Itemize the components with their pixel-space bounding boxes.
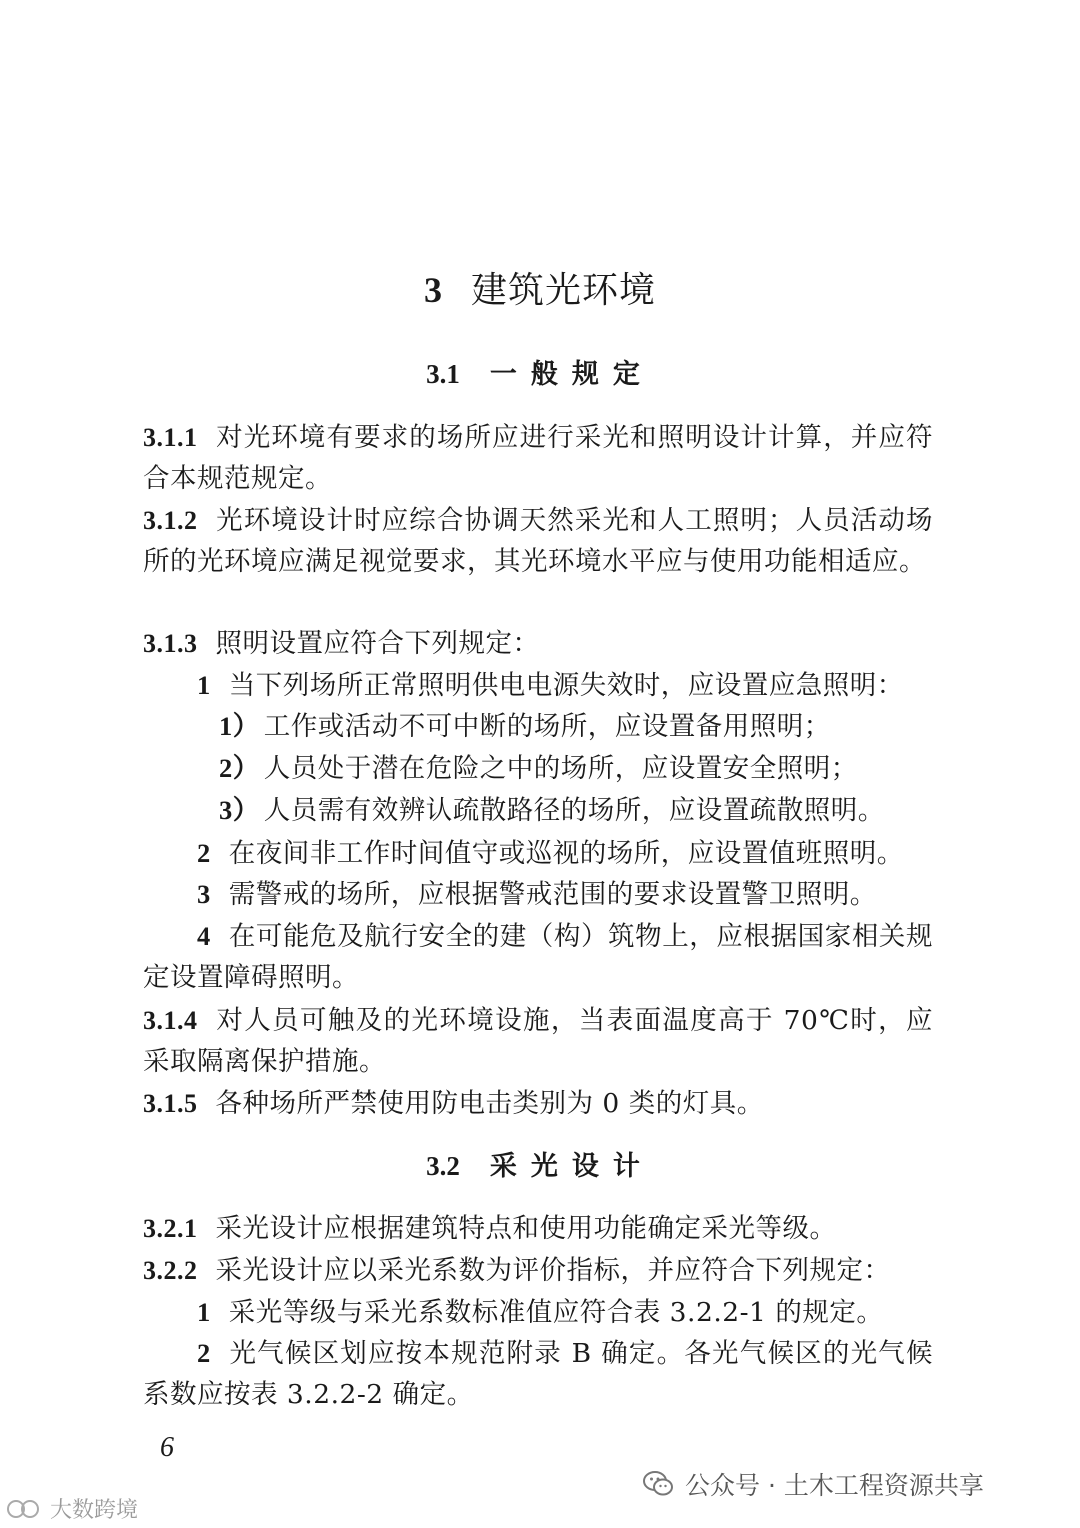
subitem-number: 1） xyxy=(219,711,260,741)
list-subitem xyxy=(219,790,885,831)
clause-number: 3.1.3 xyxy=(143,629,198,658)
section-number: 3.1 xyxy=(426,359,460,389)
clause-number: 3.1.1 xyxy=(143,423,198,452)
list-subitem xyxy=(219,706,831,747)
subitem-text: 人员需有效辨认疏散路径的场所，应设置疏散照明。 xyxy=(263,795,885,826)
item-text: 在可能危及航行安全的建（构）筑物上，应根据国家相关规定设置障碍照明。 xyxy=(143,921,933,993)
clause-3-2-2 xyxy=(143,1250,933,1291)
wechat-icon xyxy=(643,1471,673,1497)
item-number: 2 xyxy=(197,1338,211,1368)
watermark-brand xyxy=(6,1493,138,1524)
chapter-number: 3 xyxy=(423,270,443,310)
list-item xyxy=(197,833,904,874)
clause-number: 3.1.5 xyxy=(143,1089,198,1118)
clause-text: 光环境设计时应综合协调天然采光和人工照明；人员活动场所的光环境应满足视觉要求，其光环境水平应与使用功能相适应。 xyxy=(143,505,933,577)
clause-text: 照明设置应符合下列规定： xyxy=(215,628,540,659)
item-number: 2 xyxy=(197,838,211,868)
item-number: 1 xyxy=(197,670,211,700)
clause-text: 对光环境有要求的场所应进行采光和照明设计计算，并应符合本规范规定。 xyxy=(143,422,933,494)
page-number: 6 xyxy=(160,1432,174,1463)
clause-3-1-5 xyxy=(143,1083,933,1124)
subitem-number: 2） xyxy=(219,753,260,783)
clause-3-1-1 xyxy=(143,417,933,499)
clause-number: 3.1.2 xyxy=(143,506,198,535)
clause-text: 采光设计应根据建筑特点和使用功能确定采光等级。 xyxy=(215,1213,837,1244)
item-number: 3 xyxy=(197,879,211,909)
item-text: 需警戒的场所，应根据警戒范围的要求设置警卫照明。 xyxy=(228,879,877,910)
item-number: 1 xyxy=(197,1297,211,1327)
item-text: 当下列场所正常照明供电电源失效时，应设置应急照明： xyxy=(228,670,904,701)
clause-number: 3.2.2 xyxy=(143,1256,198,1285)
clause-3-1-2 xyxy=(143,500,933,582)
chapter-title xyxy=(0,266,1080,315)
chapter-title-text: 建筑光环境 xyxy=(470,270,656,311)
clause-3-1-3 xyxy=(143,623,933,664)
list-item xyxy=(143,1333,933,1415)
list-item xyxy=(143,916,933,998)
clause-number: 3.1.4 xyxy=(143,1006,198,1035)
section-number: 3.2 xyxy=(426,1151,460,1181)
clause-number: 3.2.1 xyxy=(143,1214,198,1243)
list-subitem xyxy=(219,748,858,789)
clause-3-2-1 xyxy=(143,1208,933,1249)
section-title-3-1 xyxy=(0,356,1080,393)
subitem-text: 人员处于潜在危险之中的场所，应设置安全照明； xyxy=(263,753,858,784)
subitem-number: 3） xyxy=(219,795,260,825)
subitem-text: 工作或活动不可中断的场所，应设置备用照明； xyxy=(263,711,831,742)
item-number: 4 xyxy=(197,921,211,951)
brand-logo-icon xyxy=(6,1497,44,1521)
watermark-text: 大数跨境 xyxy=(50,1498,139,1523)
watermark-text: 公众号 · 土木工程资源共享 xyxy=(685,1471,984,1500)
section-title-3-2 xyxy=(0,1148,1080,1185)
list-item xyxy=(197,874,877,915)
clause-text: 采光设计应以采光系数为评价指标，并应符合下列规定： xyxy=(215,1255,891,1286)
clause-text: 对人员可触及的光环境设施，当表面温度高于 70℃时，应采取隔离保护措施。 xyxy=(143,1005,933,1077)
list-item xyxy=(197,1292,883,1333)
clause-text: 各种场所严禁使用防电击类别为 0 类的灯具。 xyxy=(215,1088,764,1119)
section-title-text: 采光设计 xyxy=(489,1151,654,1182)
item-text: 采光等级与采光系数标准值应符合表 3.2.2-1 的规定。 xyxy=(228,1297,884,1328)
section-title-text: 一般规定 xyxy=(489,359,654,390)
clause-3-1-4 xyxy=(143,1000,933,1082)
item-text: 光气候区划应按本规范附录 B 确定。各光气候区的光气候系数应按表 3.2.2-2 确定。 xyxy=(143,1338,933,1410)
list-item xyxy=(197,665,904,706)
item-text: 在夜间非工作时间值守或巡视的场所，应设置值班照明。 xyxy=(228,838,904,869)
watermark-wechat xyxy=(643,1466,984,1502)
